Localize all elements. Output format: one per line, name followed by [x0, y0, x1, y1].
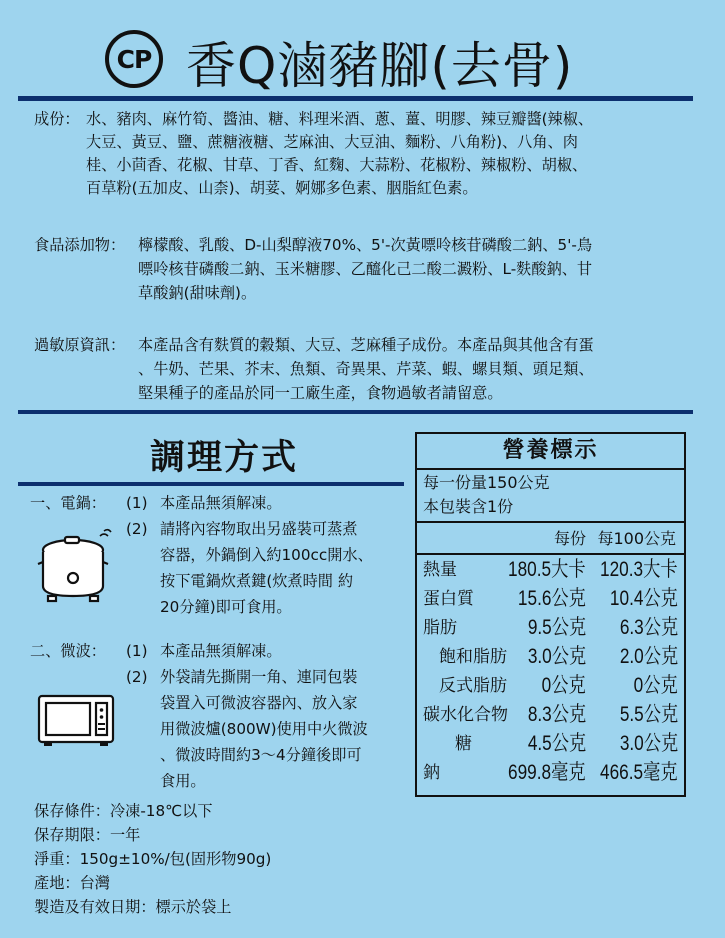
shelf-life: 保存期限：一年	[34, 826, 141, 844]
pot-step-2-line: 容器，外鍋倒入約100cc開水、	[160, 546, 373, 564]
microwave-step-2-line: 食用。	[160, 772, 206, 790]
nutrient-per-serving: 4.5公克	[527, 732, 586, 755]
manufacture-expiry-dates: 製造及有效日期：標示於袋上	[34, 898, 232, 916]
nutrient-label: 熱量	[423, 560, 457, 580]
product-title: 香Q滷豬腳(去骨)	[186, 37, 574, 95]
nutrient-label: 糖	[455, 734, 472, 754]
section-rule	[18, 410, 693, 414]
ingredients-line: 水、豬肉、麻竹筍、醬油、糖、料理米酒、蔥、薑、明膠、辣豆瓣醬(辣椒、	[86, 110, 594, 128]
nutrient-label: 反式脂肪	[439, 676, 507, 696]
nutrient-label: 飽和脂肪	[439, 647, 507, 667]
microwave-step-1: 本產品無須解凍。	[160, 642, 282, 660]
ingredients-line: 大豆、黃豆、鹽、蔗糖液糖、芝麻油、大豆油、麵粉、八角粉)、八角、肉	[86, 133, 578, 151]
nutrition-divider	[417, 553, 684, 555]
allergen-line: 堅果種子的產品於同一工廠生產，食物過敏者請留意。	[138, 384, 503, 402]
allergen-label: 過敏原資訊：	[34, 336, 126, 354]
nutrient-per-serving: 15.6公克	[518, 587, 586, 610]
nutrient-per-100g: 2.0公克	[619, 645, 678, 668]
nutrient-per-100g: 6.3公克	[619, 616, 678, 639]
additives-line: 檸檬酸、乳酸、D-山梨醇液70%、5'-次黃嘌呤核苷磷酸二鈉、5'-鳥	[138, 236, 593, 254]
nutrient-per-100g: 0公克	[633, 674, 678, 697]
microwave-step-2-line: 外袋請先撕開一角、連同包裝	[160, 668, 358, 686]
nutrition-title: 營養標示	[417, 434, 684, 470]
nutrient-label: 脂肪	[423, 618, 457, 638]
microwave-step-2-line: 、微波時間約3～4分鐘後即可	[160, 746, 362, 764]
ingredients-label: 成份：	[34, 110, 80, 128]
allergen-line: 、牛奶、芒果、芥末、魚類、奇異果、芹菜、蝦、螺貝類、頭足類、	[138, 360, 594, 378]
column-per-100g: 每100公克	[597, 529, 676, 548]
pot-step-2-line: 請將內容物取出另盛裝可蒸煮	[160, 520, 358, 538]
nutrient-per-100g: 5.5公克	[619, 703, 678, 726]
additives-line: 草酸鈉(甜味劑)。	[138, 284, 257, 302]
cooking-title: 調理方式	[150, 438, 299, 478]
storage-condition: 保存條件：冷凍-18℃以下	[34, 802, 213, 820]
microwave-icon	[36, 690, 116, 750]
cooking-rule	[18, 482, 404, 486]
cp-logo	[105, 30, 163, 88]
microwave-step-2-line: 用微波爐(800W)使用中火微波	[160, 720, 368, 738]
nutrient-label: 碳水化合物	[423, 705, 508, 725]
nutrient-label: 蛋白質	[423, 589, 474, 609]
pot-step-number: (1)	[126, 494, 148, 512]
serving-size: 每一份量150公克	[423, 473, 550, 492]
nutrient-per-serving: 0公克	[541, 674, 586, 697]
pot-step-2-line: 20分鐘)即可食用。	[160, 598, 292, 616]
nutrient-per-100g: 120.3大卡	[600, 558, 678, 581]
origin: 產地：台灣	[34, 874, 110, 892]
pot-label: 一、電鍋：	[30, 494, 106, 512]
nutrient-per-serving: 9.5公克	[527, 616, 586, 639]
ingredients-line: 百草粉(五加皮、山柰)、胡荽、婀娜多色素、胭脂紅色素。	[86, 179, 478, 197]
allergen-line: 本產品含有麩質的穀類、大豆、芝麻種子成份。本產品與其他含有蛋	[138, 336, 594, 354]
net-weight: 淨重：150g±10%/包(固形物90g)	[34, 850, 272, 868]
microwave-step-2-line: 袋置入可微波容器內、放入家	[160, 694, 358, 712]
nutrient-per-serving: 8.3公克	[527, 703, 586, 726]
microwave-step-number: (2)	[126, 668, 148, 686]
logo-text: CP	[116, 44, 152, 74]
nutrient-per-100g: 10.4公克	[610, 587, 678, 610]
rice-cooker-icon	[28, 528, 118, 604]
nutrient-per-serving: 699.8毫克	[508, 761, 586, 784]
pot-step-2-line: 按下電鍋炊煮鍵(炊煮時間 約	[160, 572, 354, 590]
ingredients-line: 桂、小茴香、花椒、甘草、丁香、紅麴、大蒜粉、花椒粉、辣椒粉、胡椒、	[86, 156, 588, 174]
nutrient-label: 鈉	[423, 763, 440, 783]
header-rule	[18, 96, 693, 101]
nutrient-per-serving: 3.0公克	[527, 645, 586, 668]
microwave-step-number: (1)	[126, 642, 148, 660]
nutrient-per-100g: 3.0公克	[619, 732, 678, 755]
additives-line: 嘌呤核苷磷酸二鈉、玉米糖膠、乙醯化己二酸二澱粉、L-麩酸鈉、甘	[138, 260, 593, 278]
microwave-label: 二、微波：	[30, 642, 106, 660]
servings-per-package: 本包裝含1份	[423, 497, 514, 516]
column-per-serving: 每份	[553, 529, 586, 548]
nutrient-per-serving: 180.5大卡	[508, 558, 586, 581]
pot-step-number: (2)	[126, 520, 148, 538]
nutrition-table	[415, 432, 686, 797]
nutrition-divider	[417, 521, 684, 523]
pot-step-1: 本產品無須解凍。	[160, 494, 282, 512]
nutrient-per-100g: 466.5毫克	[600, 761, 678, 784]
additives-label: 食品添加物：	[34, 236, 126, 254]
